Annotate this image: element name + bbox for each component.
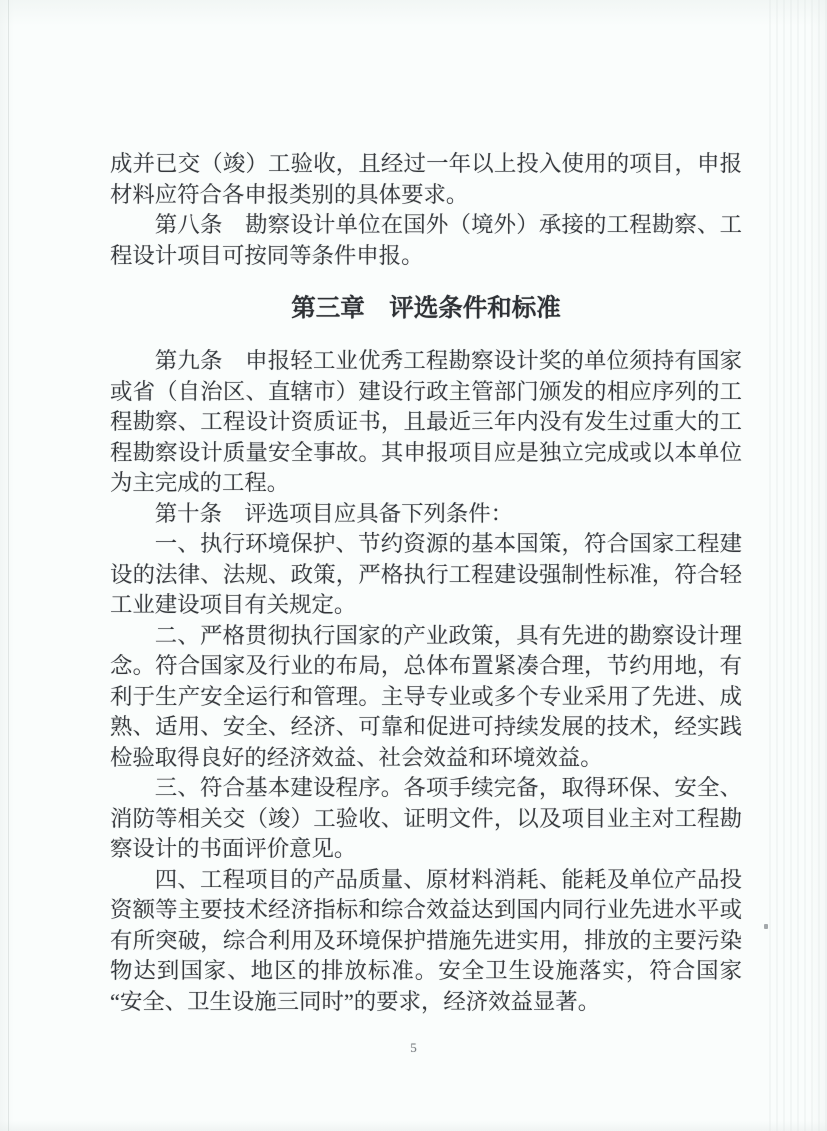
paragraph-item-4: 四、工程项目的产品质量、原材料消耗、能耗及单位产品投资额等主要技术经济指标和综合效益达到国内同行业先进水平或有所突破，综合利用及环境保护措施先进实用，排放的主要污染物达到国家、地区的排放标准。安全卫生设施落实，符合国家“安全、卫生设施三同时”的要求，经济效益显著。 [110, 866, 742, 1014]
scan-speck-artifact [764, 924, 768, 929]
page-number: 5 [410, 1040, 417, 1055]
chapter-heading: 第三章 评选条件和标准 [291, 295, 561, 322]
document-body [110, 149, 742, 1017]
paragraph-carryover: 成并已交（竣）工验收，且经过一年以上投入使用的项目，申报材料应符合各申报类别的具体要求。 [110, 151, 742, 207]
paragraph-article-9: 第九条 申报轻工业优秀工程勘察设计奖的单位须持有国家或省（自治区、直辖市）建设行政主管部门颁发的相应序列的工程勘察、工程设计资质证书，且最近三年内没有发生过重大的工程勘察设计质量安全事故。其申报项目应是独立完成或以本单位为主完成的工程。 [110, 348, 742, 495]
paragraph-item-2: 二、严格贯彻执行国家的产业政策，具有先进的勘察设计理念。符合国家及行业的布局，总体布置紧凑合理，节约用地，有利于生产安全运行和管理。主导专业或多个专业采用了先进、成熟、适用、安全、经济、可靠和促进可持续发展的技术，经实践检验取得良好的经济效益、社会效益和环境效益。 [110, 622, 742, 770]
paragraph-article-10: 第十条 评选项目应具备下列条件： [154, 500, 514, 526]
paragraph-item-1: 一、执行环境保护、节约资源的基本国策，符合国家工程建设的法律、法规、政策，严格执行工程建设强制性标准，符合轻工业建设项目有关规定。 [110, 531, 742, 617]
paragraph-article-8: 第八条 勘察设计单位在国外（境外）承接的工程勘察、工程设计项目可按同等条件申报。 [110, 212, 742, 268]
scan-edge-streaks [769, 0, 827, 1131]
scan-edge-seam [8, 0, 9, 1131]
paragraph-item-3: 三、符合基本建设程序。各项手续完备，取得环保、安全、消防等相关交（竣）工验收、证明文件，以及项目业主对工程勘察设计的书面评价意见。 [110, 775, 742, 861]
